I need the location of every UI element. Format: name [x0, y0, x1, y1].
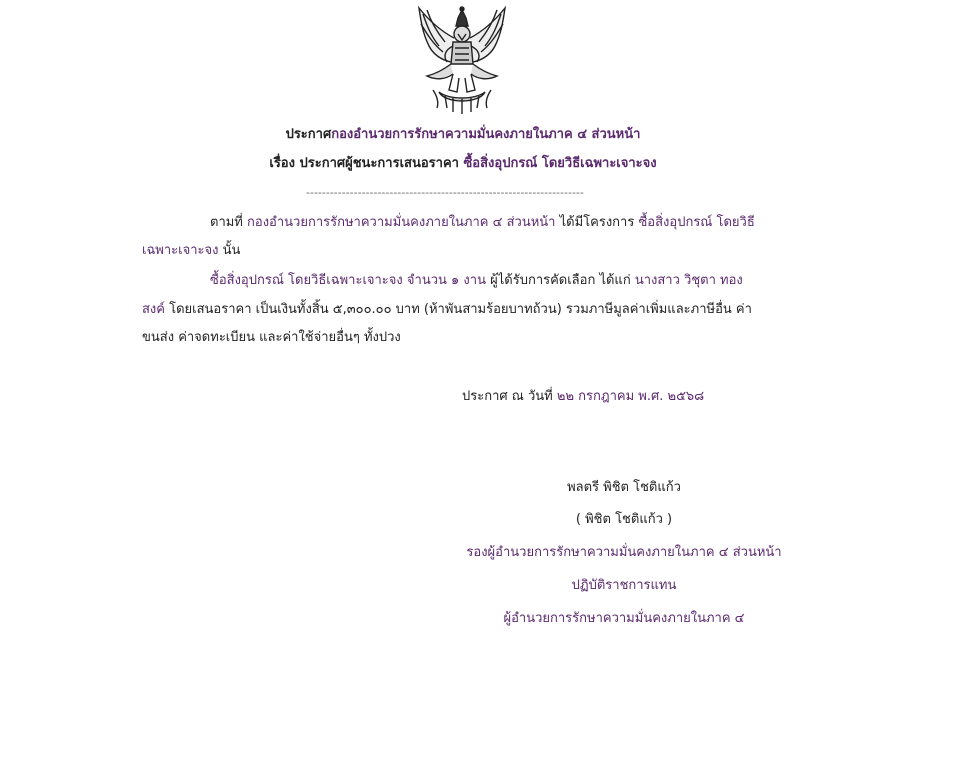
p2-line-3: ขนส่ง ค่าจดทะเบียน และค่าใช้จ่ายอื่นๆ ทั้งปวง: [142, 330, 401, 345]
p1-prefix: ตามที่: [210, 215, 243, 230]
subject-line: [0, 155, 926, 173]
p1-organization: กองอำนวยการรักษาความมั่นคงภายในภาค ๔ ส่วนหน้า: [247, 215, 556, 230]
signature-name-parenthesis: ( พิชิต โชติแก้ว ): [575, 512, 673, 527]
p1-mid: ได้มีโครงการ: [559, 215, 635, 230]
paragraph-2-line-3: [142, 329, 401, 347]
p2-count: ๑ งาน: [451, 273, 486, 288]
title-organization: กองอำนวยการรักษาความมั่นคงภายในภาค ๔ ส่วนหน้า: [331, 127, 641, 142]
paragraph-1-line-2: [142, 242, 240, 260]
paragraph-2-line-1: [210, 272, 743, 290]
date-value: ๒๒ กรกฎาคม พ.ศ. ๒๕๖๘: [556, 389, 705, 404]
p2-offer: โดยเสนอราคา: [169, 302, 252, 317]
p2-vendor-a: นางสาว วิชุตา ทอง: [634, 273, 743, 288]
divider: ----------------------------------------------------------------------: [306, 186, 584, 199]
signature-rank-name: พลตรี พิชิต โชติแก้ว: [567, 480, 681, 495]
subject-project: ซื้อสิ่งอุปกรณ์ โดยวิธีเฉพาะเจาะจง: [463, 156, 657, 171]
announcement-date: [462, 388, 704, 406]
p2-count-label: จำนวน: [406, 273, 447, 288]
garuda-emblem-icon: [409, 4, 515, 116]
p1-project-b: เฉพาะเจาะจง: [142, 243, 219, 258]
p2-selected: ผู้ได้รับการคัดเลือก ได้แก่: [490, 273, 631, 288]
paragraph-2-line-2: [142, 301, 752, 319]
paragraph-1-line-1: [210, 214, 755, 232]
subject-prefix: เรื่อง ประกาศผู้ชนะการเสนอราคา: [269, 156, 459, 171]
p1-suffix: นั้น: [222, 243, 241, 258]
signature-position-1: รองผู้อำนวยการรักษาความมั่นคงภายในภาค ๔ ส่วนหน้า: [466, 545, 782, 560]
signature-position-2: ปฏิบัติราชการแทน: [571, 578, 677, 593]
p2-amount: เป็นเงินทั้งสิ้น ๕,๓๐๐.๐๐ บาท (ห้าพันสามร้อยบาทถ้วน) รวมภาษีมูลค่าเพิ่มและภาษีอื่น ค่า: [255, 302, 752, 317]
page-title: [0, 126, 926, 144]
signature-position-3: ผู้อำนวยการรักษาความมั่นคงภายในภาค ๔: [503, 611, 745, 626]
p2-item: ซื้อสิ่งอุปกรณ์ โดยวิธีเฉพาะเจาะจง: [210, 273, 403, 288]
p2-vendor-b: สงค์: [142, 302, 165, 317]
date-label: ประกาศ ณ วันที่: [462, 389, 553, 404]
p1-project-a: ซื้อสิ่งอุปกรณ์ โดยวิธี: [638, 215, 755, 230]
title-prefix: ประกาศ: [285, 127, 332, 142]
